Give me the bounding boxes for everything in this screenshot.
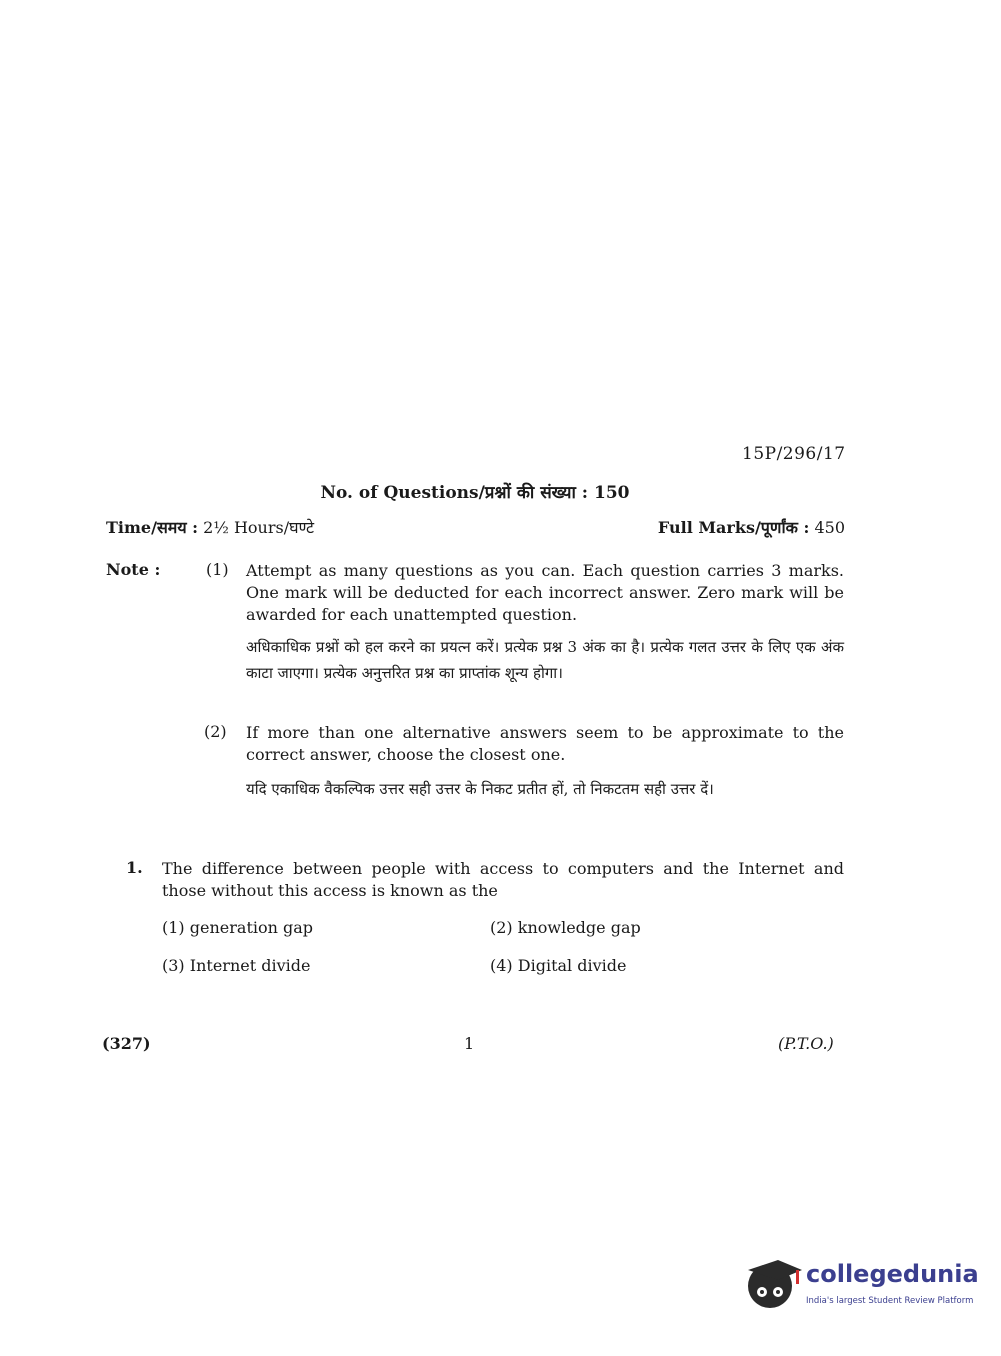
question-text: The difference between people with access to computers and the Internet and those without this access is known as the <box>162 859 844 900</box>
option-number: (3) <box>162 956 185 975</box>
marks-value: 450 <box>814 518 845 537</box>
note-item-english: If more than one alternative answers seem to be approximate to the correct answer, choose the closest one. <box>246 723 844 764</box>
time-value: 2½ Hours/घण्टे <box>203 518 315 537</box>
note-item-number: (2) <box>204 722 227 741</box>
note-item-english: Attempt as many questions as you can. Each question carries 3 marks. One mark will be deducted for each incorrect answer. Zero mark will be awarded for each unattempted question. <box>246 561 844 624</box>
watermark-name: collegedunia <box>806 1260 979 1288</box>
note-item-number: (1) <box>206 560 229 579</box>
note-label: Note : <box>106 560 161 579</box>
note-item-hindi: यदि एकाधिक वैकल्पिक उत्तर सही उत्तर के निकट प्रतीत हों, तो निकटतम सही उत्तर दें। <box>246 780 714 798</box>
question-count-value: 150 <box>594 483 630 503</box>
paper-code: 15P/296/17 <box>742 444 846 464</box>
note-item-hindi: अधिकाधिक प्रश्नों को हल करने का प्रयत्न करें। प्रत्येक प्रश्न 3 अंक का है। प्रत्येक गलत उत्तर के लिए एक अंक काटा जाएगा। प्रत्येक अनुत्तरित प्रश्न का प्राप्तांक शून्य होगा। <box>246 638 844 682</box>
option-3 <box>162 956 310 975</box>
option-text: generation gap <box>189 918 314 937</box>
time-label: Time/समय : <box>106 518 199 537</box>
page-number: 1 <box>464 1034 475 1053</box>
question-number: 1. <box>126 858 143 877</box>
marks-label: Full Marks/पूर्णांक : <box>657 518 810 537</box>
watermark-tagline: India's largest Student Review Platform <box>806 1296 974 1306</box>
option-text: Digital divide <box>517 956 627 975</box>
option-number: (2) <box>490 918 513 937</box>
option-text: Internet divide <box>189 956 311 975</box>
question-count <box>0 480 950 503</box>
pto-marker: (P.T.O.) <box>778 1034 834 1053</box>
option-1 <box>162 918 313 937</box>
time-info <box>106 516 314 538</box>
footer-code: (327) <box>102 1034 151 1053</box>
option-4 <box>490 956 626 975</box>
option-2 <box>490 918 641 937</box>
option-number: (1) <box>162 918 185 937</box>
question-count-label: No. of Questions/प्रश्नों की संख्या : <box>320 483 589 503</box>
option-number: (4) <box>490 956 513 975</box>
marks-info <box>658 516 845 538</box>
option-text: knowledge gap <box>517 918 641 937</box>
